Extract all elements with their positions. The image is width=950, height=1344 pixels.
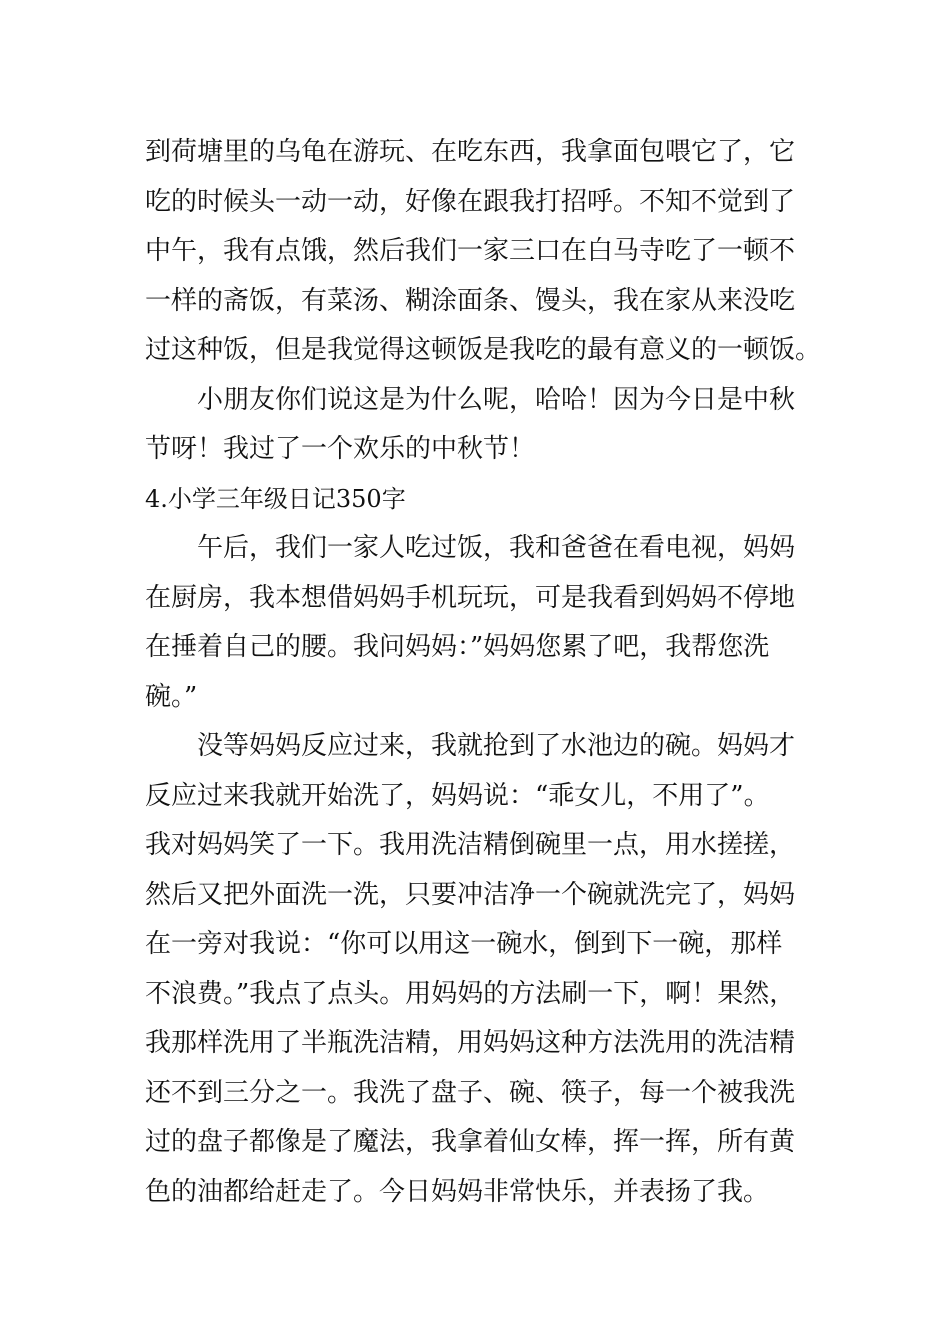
text-line: 色的油都给赶走了。今日妈妈非常快乐，并表扬了我。	[145, 1176, 770, 1207]
text-line: 反应过来我就开始洗了，妈妈说：“乖女儿，不用了”。	[145, 780, 770, 811]
text-line: 在捶着自己的腰。我问妈妈：”妈妈您累了吧，我帮您洗	[145, 632, 770, 662]
text-line: 还不到三分之一。我洗了盘子、碗、筷子，每一个被我洗	[145, 1077, 796, 1108]
text-line: 到荷塘里的乌龟在游玩、在吃东西，我拿面包喂它了，它	[145, 137, 796, 167]
text-line: 吃的时候头一动一动，好像在跟我打招呼。不知不觉到了	[145, 186, 796, 217]
text-line: 没等妈妈反应过来，我就抢到了水池边的碗。妈妈才	[197, 731, 796, 761]
text-line: 我对妈妈笑了一下。我用洗洁精倒碗里一点，用水搓搓，	[145, 830, 796, 860]
section-heading: 4.小学三年级日记350字	[145, 484, 406, 513]
text-line: 中午，我有点饿，然后我们一家三口在白马寺吃了一顿不	[145, 236, 796, 266]
text-line: 碗。”	[145, 681, 198, 712]
text-line: 午后，我们一家人吃过饭，我和爸爸在看电视，妈妈	[197, 533, 796, 563]
text-line: 过这种饭，但是我觉得这顿饭是我吃的最有意义的一顿饭。	[145, 335, 822, 365]
text-line: 在厨房，我本想借妈妈手机玩玩，可是我看到妈妈不停地	[145, 582, 796, 613]
text-line: 我那样洗用了半瓶洗洁精，用妈妈这种方法洗用的洗洁精	[145, 1028, 796, 1058]
text-line: 然后又把外面洗一洗，只要冲洁净一个碗就洗完了，妈妈	[145, 879, 796, 910]
text-line: 一样的斋饭，有菜汤、糊涂面条、馒头，我在家从来没吃	[145, 285, 796, 316]
text-line: 过的盘子都像是了魔法，我拿着仙女棒，挥一挥，所有黄	[145, 1127, 796, 1157]
text-line: 节呀！我过了一个欢乐的中秋节！	[145, 434, 536, 464]
text-line: 在一旁对我说：“你可以用这一碗水，倒到下一碗，那样	[145, 929, 783, 959]
text-line: 不浪费。”我点了点头。用妈妈的方法刷一下，啊！果然，	[145, 978, 796, 1009]
document-body	[145, 128, 825, 1217]
text-line: 小朋友你们说这是为什么呢，哈哈！因为今日是中秋	[197, 384, 796, 415]
